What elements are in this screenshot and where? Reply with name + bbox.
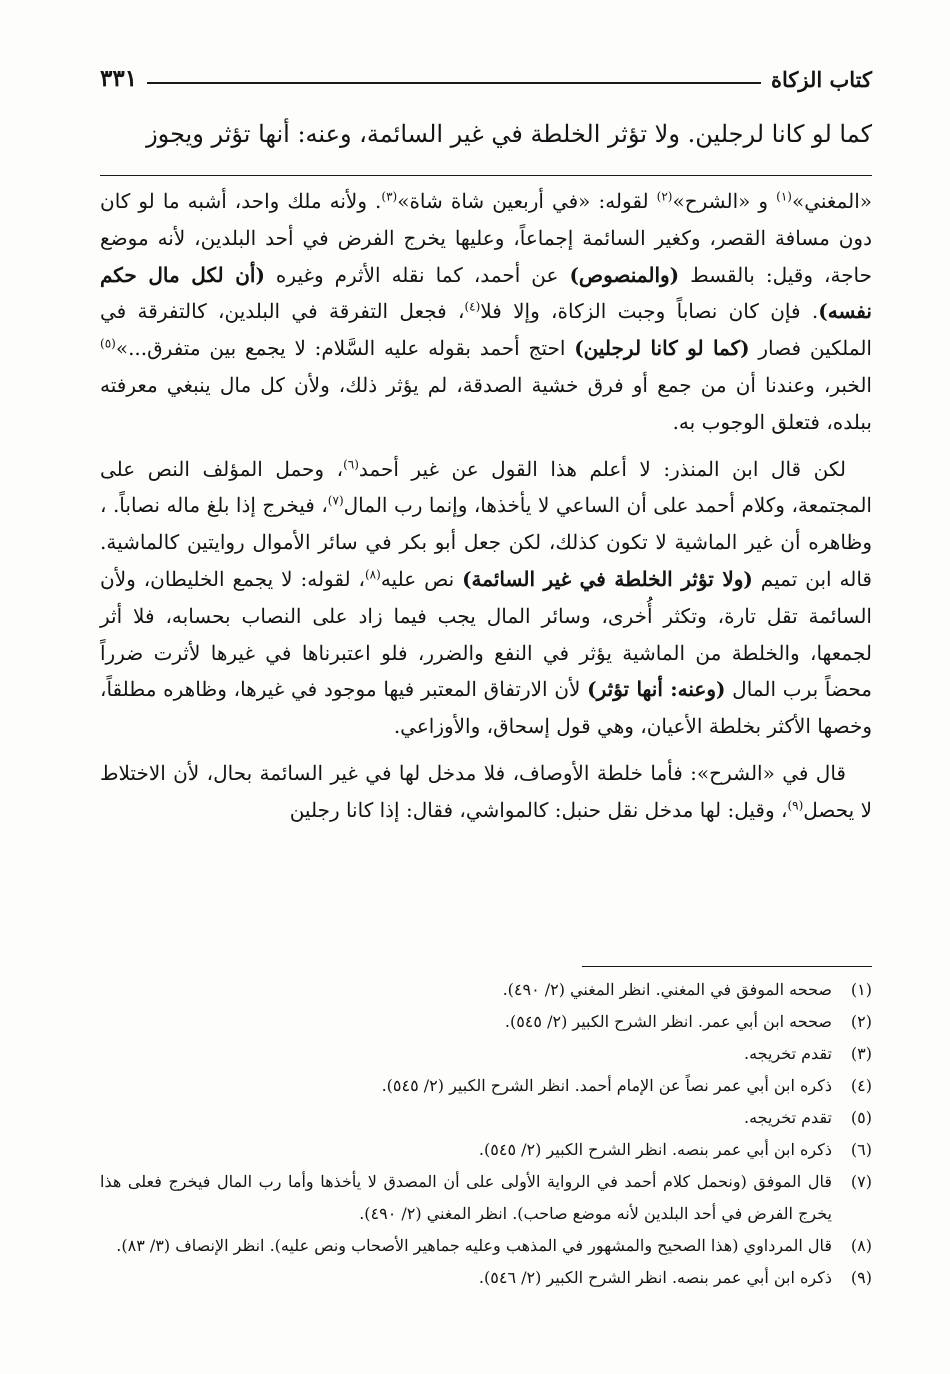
chapter-title: كتاب الزكاة [770,67,872,92]
footnote-ref: (٨) [364,567,381,582]
text-run: ، لقوله: لا يجمع الخليطان، ولأن السائمة تقل تارة، وتكثر أُخرى، وسائر المال يجب فيما زاد على النصاب بحسابه، فلا أثر لجمعها، والخلطة من الماشية يؤثر في النفع والضرر، فلو اعتبرناها في غيرها لأثرت ضرراً محضاً برب المال [100,566,872,702]
text-run: . فإن كان نصاباً وجبت الزكاة، وإلا فلا [480,299,819,324]
footnote-text: ذكره ابن أبي عمر نصاً عن الإمام أحمد. انظر الشرح الكبير (٢/ ٥٤٥). [381,1076,832,1095]
footnote-number: (٤) [850,1076,872,1095]
footnotes [100,974,872,1294]
footnote-text: ذكره ابن أبي عمر بنصه. انظر الشرح الكبير (٢/ ٥٤٦). [478,1268,832,1287]
text-run: ، وقيل: لها مدخل نقل حنبل: كالمواشي، فقال: إذا كانا رجلين [289,797,788,822]
page-header [100,52,872,92]
footnote-ref: (٥) [100,336,116,351]
page-number: ٣٣١ [100,65,138,92]
footnote [100,1262,872,1294]
footnote [100,1038,872,1070]
text-run: ، وحمل المؤلف النص على المجتمعة، وكلام أحمد على أن الساعي لا يأخذها، وإنما رب المال [100,456,872,518]
footnote-number: (٨) [850,1236,872,1255]
paragraph [100,451,872,745]
matn-quote: (كما لو كانا لرجلين) [574,336,750,361]
footnote-text: قال المرداوي (هذا الصحيح والمشهور في المذهب وعليه جماهير الأصحاب ونص عليه). انظر الإنصاف (٣/ ٨٣). [116,1236,832,1255]
footnote-text: صححه الموفق في المغني. انظر المغني (٢/ ٤٩٠). [502,980,832,999]
footnote-separator [582,966,872,967]
commentary-body [100,183,872,839]
matn-quote: (ولا تؤثر الخلطة في غير السائمة) [462,566,753,591]
footnote-ref: (٣) [381,189,398,204]
footnote [100,1102,872,1134]
footnote-ref: (٤) [464,299,481,314]
text-run: و «الشرح» [672,189,777,213]
footnote-number: (٦) [850,1140,872,1159]
footnote [100,1166,872,1230]
text-run: الخبر، وعندنا أن من جمع أو فرق خشية الصدقة، لم يؤثر ذلك، ولأن كل مال ينبغي معرفته ببلده، فتعلق الوجوب به. [100,372,872,434]
text-run: احتج أحمد بقوله عليه السَّلام: لا يجمع بين متفرق...» [115,336,575,361]
footnote-ref: (٢) [656,189,673,204]
text-run: قال في «الشرح»: فأما خلطة الأوصاف، فلا مدخل لها في غير السائمة بحال، لأن الاختلاط لا يحصل [100,760,872,822]
matn-quote: (وعنه: أنها تؤثر) [587,677,726,702]
footnote-text: تقدم تخريجه. [744,1044,832,1063]
footnote [100,1070,872,1102]
matn-text: كما لو كانا لرجلين. ولا تؤثر الخلطة في غير السائمة، وعنه: أنها تؤثر ويجوز [146,120,872,148]
paragraph [100,183,872,441]
footnote-text: ذكره ابن أبي عمر بنصه. انظر الشرح الكبير (٢/ ٥٤٥). [478,1140,832,1159]
text-run: لأن الارتفاق المعتبر فيها موجود في غيرها، وظاهره مطلقاً، وخصها الأكثر بخلطة الأعيان، وهي قول إسحاق، والأوزاعي. [100,677,872,739]
footnote-text: صححه ابن أبي عمر. انظر الشرح الكبير (٢/ ٥٤٥). [504,1012,832,1031]
footnote-ref: (٦) [343,456,359,471]
text-run: لكن قال ابن المنذر: لا أعلم هذا القول عن غير أحمد [358,456,847,481]
text-run: «المغني» [791,189,872,213]
matn-separator [100,175,872,176]
text-run: ، فجعل التفرقة في البلدين، كالتفرقة في الملكين فصار [100,299,872,361]
footnote [100,1230,872,1262]
footnote-number: (٧) [850,1172,872,1191]
footnote-number: (٣) [850,1044,872,1063]
footnote-ref: (٩) [787,798,804,813]
footnote-text: تقدم تخريجه. [744,1108,832,1127]
matn-quote: (أن لكل مال حكم نفسه) [100,262,872,324]
text-run: عن أحمد، كما نقله الأثرم وغيره [264,262,570,287]
paragraph [100,755,872,829]
footnote [100,974,872,1006]
text-run: . ولأنه ملك واحد، أشبه ما لو كان دون مسافة القصر، وكغير السائمة إجماعاً، وعليها يخرج الفرض في أحد البلدين، لأنه موضع حاجة، وقيل: بالقسط [100,189,873,287]
footnote [100,1006,872,1038]
matn-quote: (والمنصوص) [569,262,680,287]
text-run: لقوله: «في أربعين شاة شاة» [397,189,657,213]
footnote-text: قال الموفق (ونحمل كلام أحمد في الرواية الأولى على أن المصدق لا يأخذها وأما رب المال فيخرج فعلى هذا يخرج الفرض في أحد البلدين لأنه موضع صاحب). انظر المغني (٢/ ٤٩٠). [100,1172,832,1223]
footnote-number: (٢) [850,1012,872,1031]
footnote-number: (٥) [850,1108,872,1127]
header-rule [147,82,761,84]
footnote [100,1134,872,1166]
footnote-number: (١) [850,980,872,999]
footnote-ref: (١) [776,189,792,204]
footnote-number: (٩) [850,1268,872,1287]
text-run: ، فيخرج إذا بلغ ماله نصاباً. ، وظاهره أن غير الماشية لا تكون كذلك، لكن جعل أبو بكر في سائر الأموال روايتين كالماشية. قاله ابن تميم [100,493,872,591]
text-run: نص عليه [380,566,463,591]
footnote-ref: (٧) [327,493,344,508]
